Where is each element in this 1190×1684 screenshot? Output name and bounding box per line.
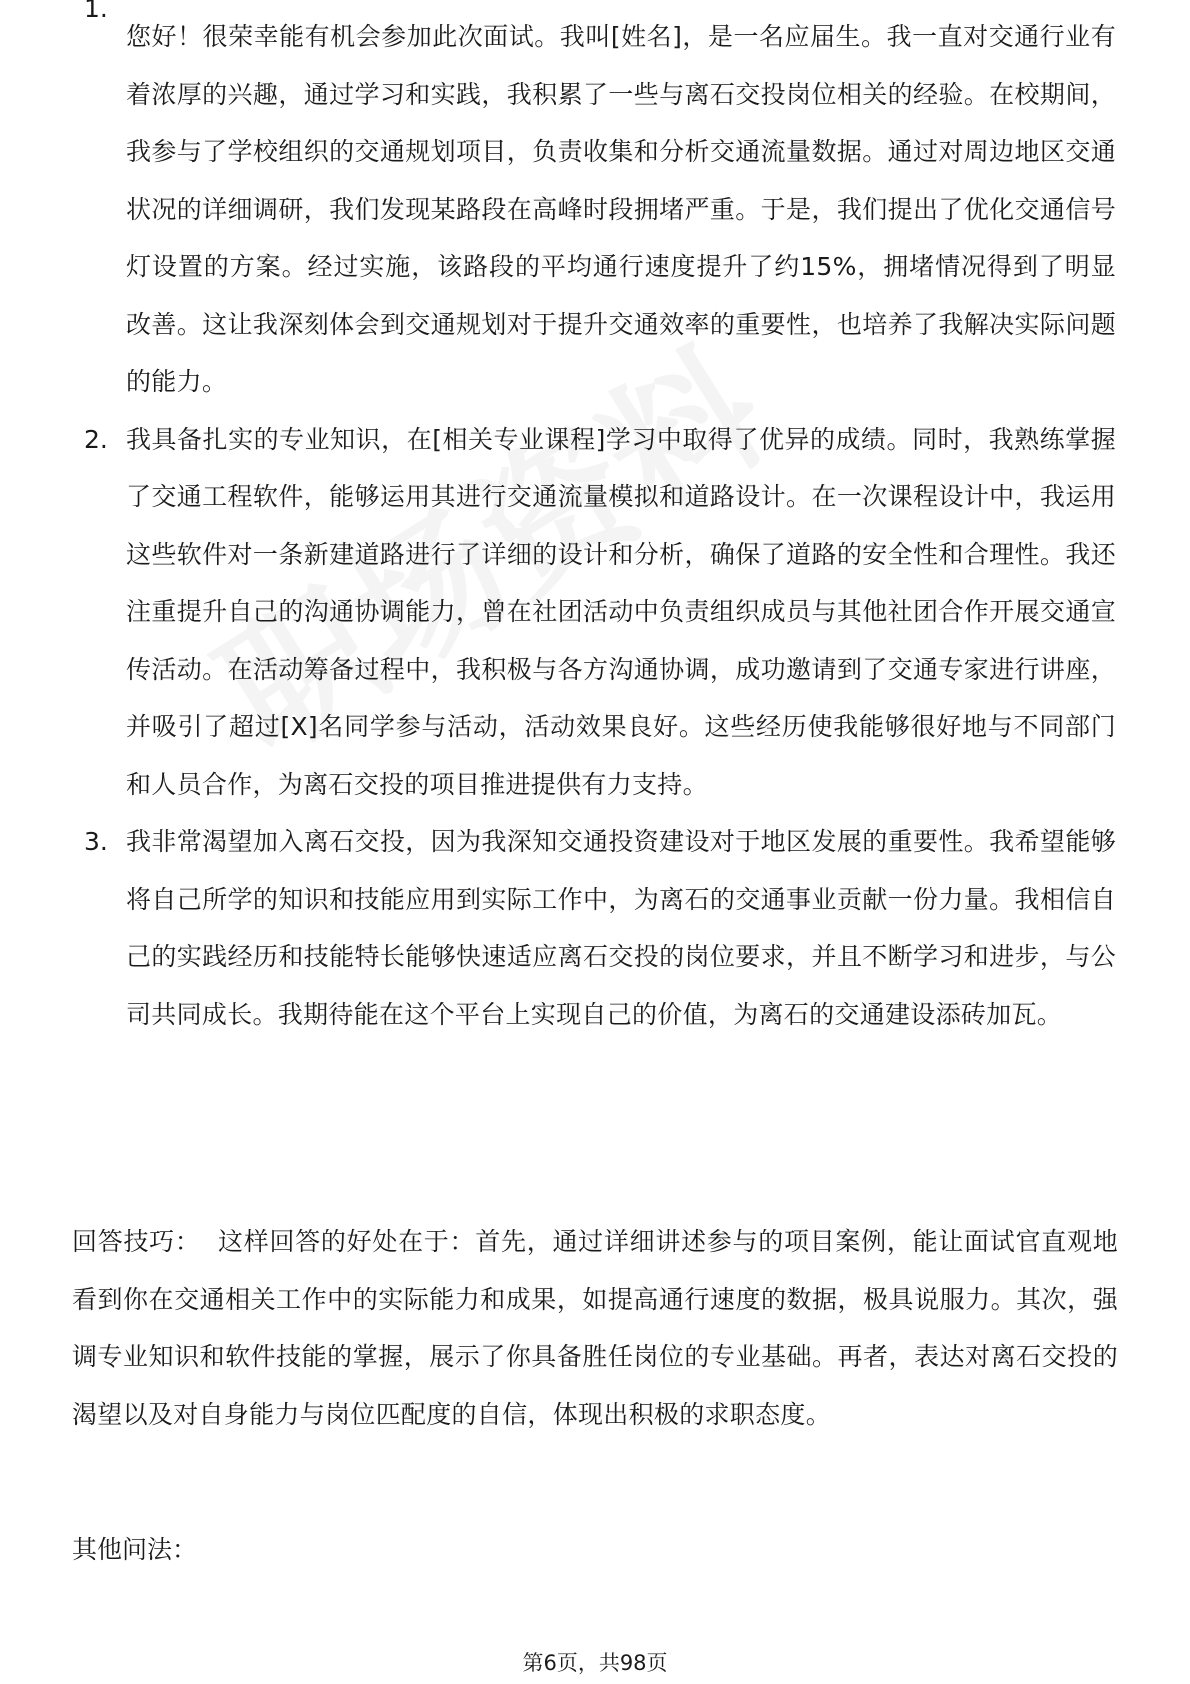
list-item-number: 1. [84, 0, 108, 23]
list-item-text: 我非常渴望加入离石交投，因为我深知交通投资建设对于地区发展的重要性。我希望能够将自己所学的知识和技能应用到实际工作中，为离石的交通事业贡献一份力量。我相信自己的实践经历和技能特长能够快速适应离石交投的岗位要求，并且不断学习和进步，与公司共同成长。我期待能在这个平台上实现自己的价值，为离石的交通建设添砖加瓦。 [126, 827, 1116, 1029]
list-item-text: 您好！很荣幸能有机会参加此次面试。我叫[姓名]，是一名应届生。我一直对交通行业有着浓厚的兴趣，通过学习和实践，我积累了一些与离石交投岗位相关的经验。在校期间，我参与了学校组织的交通规划项目，负责收集和分析交通流量数据。通过对周边地区交通状况的详细调研，我们发现某路段在高峰时段拥堵严重。于是，我们提出了优化交通信号灯设置的方案。经过实施，该路段的平均通行速度提升了约15%，拥堵情况得到了明显改善。这让我深刻体会到交通规划对于提升交通效率的重要性，也培养了我解决实际问题的能力。 [126, 22, 1116, 396]
list-item-number: 2. [84, 424, 108, 454]
other-questions-heading: 其他问法： [72, 1535, 198, 1564]
list-item-text: 我具备扎实的专业知识，在[相关专业课程]学习中取得了优异的成绩。同时，我熟练掌握了交通工程软件，能够运用其进行交通流量模拟和道路设计。在一次课程设计中，我运用这些软件对一条新建道路进行了详细的设计和分析，确保了道路的安全性和合理性。我还注重提升自己的沟通协调能力，曾在社团活动中负责组织成员与其他社团合作开展交通宣传活动。在活动筹备过程中，我积极与各方沟通协调，成功邀请到了交通专家进行讲座，并吸引了超过[X]名同学参与活动，活动效果良好。这些经历使我能够很好地与不同部门和人员合作，为离石交投的项目推进提供有力支持。 [126, 424, 1116, 799]
list-item-number: 3. [84, 827, 108, 856]
list-item [0, 0, 1190, 411]
answer-tips-text: 这样回答的好处在于：首先，通过详细讲述参与的项目案例，能让面试官直观地看到你在交通相关工作中的实际能力和成果，如提高通行速度的数据，极具说服力。其次，强调专业知识和软件技能的掌握，展示了你具备胜任岗位的专业基础。再者，表达对离石交投的渴望以及对自身能力与岗位匹配度的自信，体现出积极的求职态度。 [72, 1227, 1118, 1429]
answer-tips [72, 1213, 1118, 1443]
list-item [0, 813, 1190, 1043]
page-number: 第6页，共98页 [522, 1651, 668, 1675]
answer-tips-label: 回答技巧： [72, 1227, 201, 1256]
list-item [0, 411, 1190, 814]
